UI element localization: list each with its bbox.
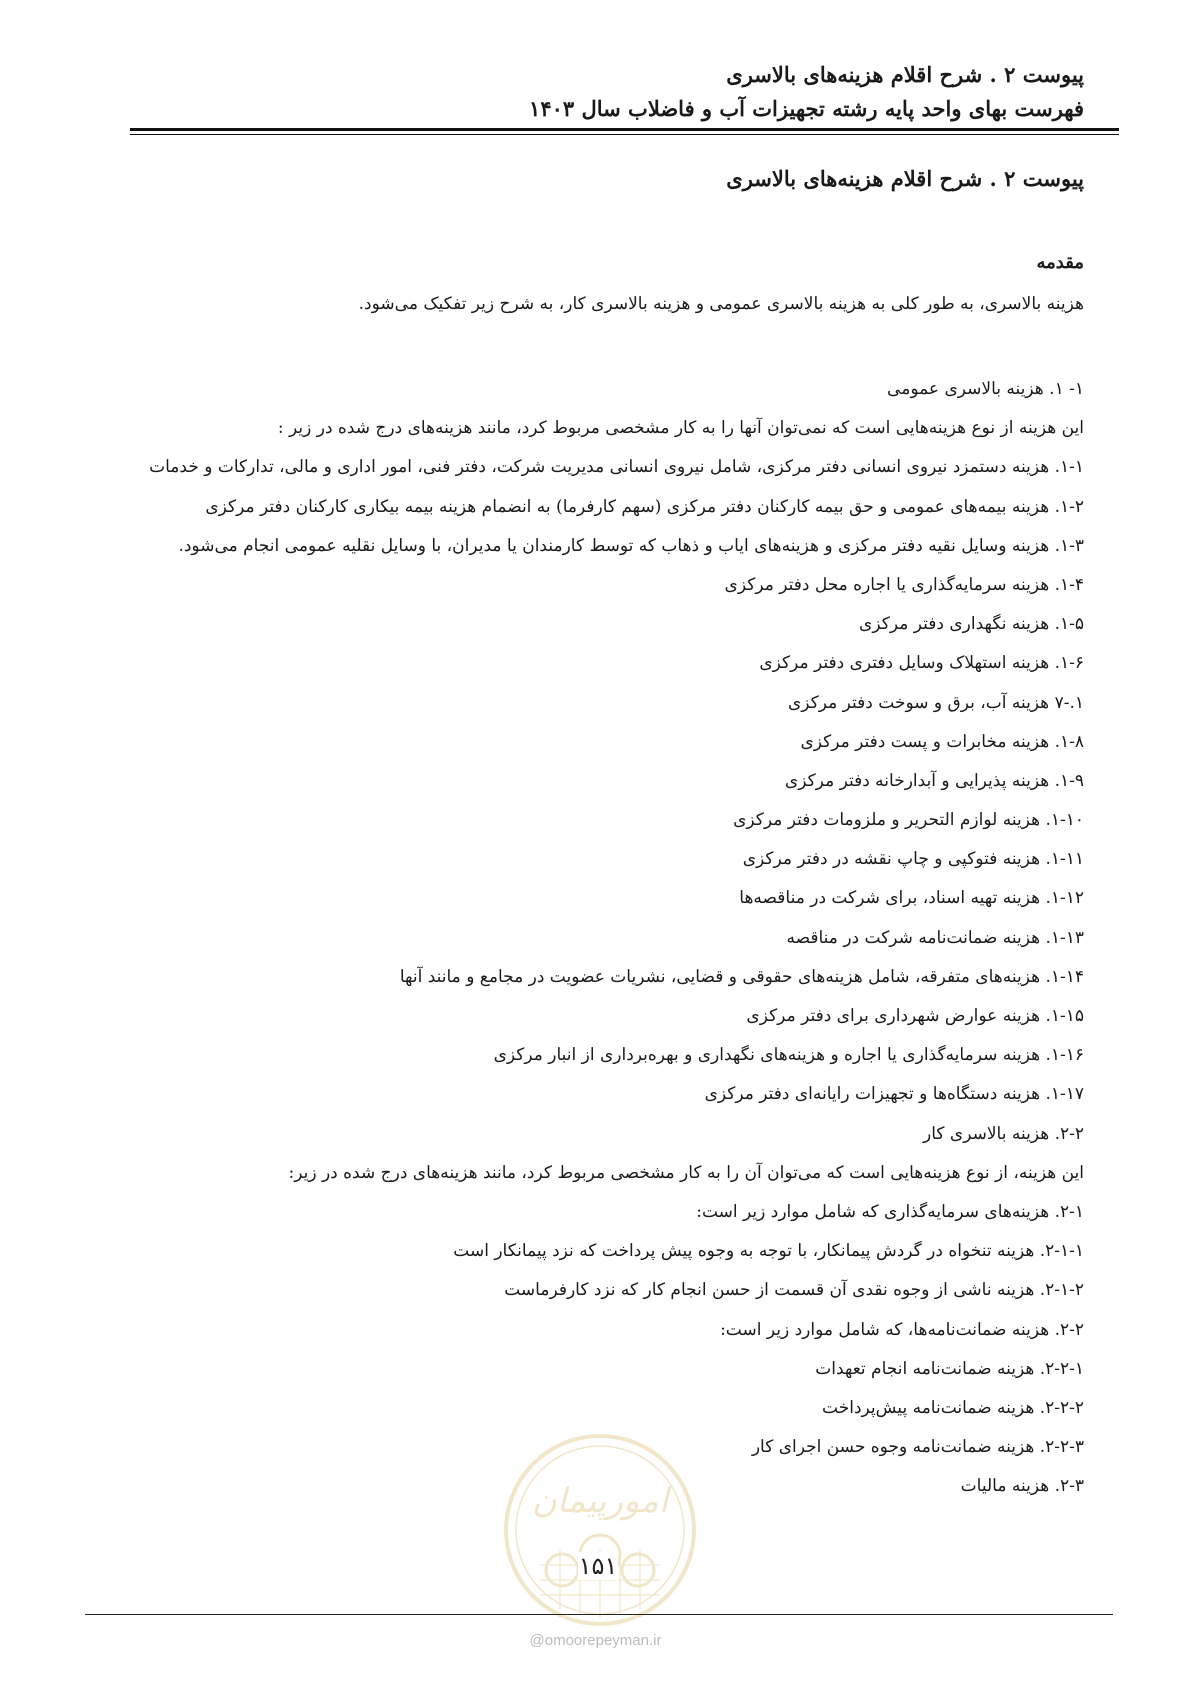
header-subtitle: فهرست بهای واحد پایه رشته تجهیزات آب و فاضلاب سال ۱۴۰۳ xyxy=(529,96,1084,121)
intro-heading: مقدمه xyxy=(1036,252,1084,273)
list-item: این هزینه، از نوع هزینه‌هایی است که می‌توان آن را به کار مشخصی مربوط کرد، مانند هزینه‌های درج شده در زیر: xyxy=(288,1162,1084,1183)
list-item: ۲-۳. هزینه مالیات xyxy=(960,1476,1084,1497)
list-item: ۱-۸. هزینه مخابرات و پست دفتر مرکزی xyxy=(800,731,1084,752)
list-item: ۱- ۱. هزینه بالاسری عمومی xyxy=(887,379,1084,399)
list-item: ۱-۱۷. هزینه دستگاه‌ها و تجهیزات رایانه‌ای دفتر مرکزی xyxy=(704,1084,1084,1105)
list-item: ۲-۲-۱. هزینه ضمانت‌نامه انجام تعهدات xyxy=(815,1358,1084,1379)
list-item: ۲-۱. هزینه‌های سرمایه‌گذاری که شامل موارد زیر است: xyxy=(696,1201,1084,1222)
section-title: پیوست ۲ . شرح اقلام هزینه‌های بالاسری xyxy=(726,166,1084,191)
list-item: ۱-۹. هزینه پذیرایی و آبدارخانه دفتر مرکزی xyxy=(784,770,1084,791)
list-item: این هزینه از نوع هزینه‌هایی است که نمی‌توان آنها را به کار مشخصی مربوط کرد، مانند هزینه‌های درج شده در زیر : xyxy=(277,418,1084,439)
page-header xyxy=(130,58,1084,126)
list-item: ۱-۱۰. هزینه لوازم التحریر و ملزومات دفتر مرکزی xyxy=(733,810,1084,831)
list-item: ۱-۳. هزینه وسایل نقیه دفتر مرکزی و هزینه‌های ایاب و ذهاب که توسط کارمندان یا مدیران، با وسایل نقلیه عمومی انجام می‌شود. xyxy=(178,535,1084,556)
header-title: پیوست ۲ . شرح اقلام هزینه‌های بالاسری xyxy=(726,62,1084,87)
list-item: ۱.-۷ هزینه آب، برق و سوخت دفتر مرکزی xyxy=(787,692,1084,713)
intro-text: هزینه بالاسری، به طور کلی به هزینه بالاسری عمومی و هزینه بالاسری کار، به شرح زیر تفکیک می‌شود. xyxy=(358,294,1084,314)
site-handle: @omoorepeyman.ir xyxy=(529,1632,662,1649)
list-item: ۱-۶. هزینه استهلاک وسایل دفتری دفتر مرکزی xyxy=(759,653,1084,674)
list-item: ۱-۱۱. هزینه فتوکپی و چاپ نقشه در دفتر مرکزی xyxy=(742,849,1084,870)
list-item: ۲-۲. هزینه بالاسری کار xyxy=(923,1123,1084,1144)
list-item: ۲-۲. هزینه ضمانت‌نامه‌ها، که شامل موارد زیر است: xyxy=(720,1319,1084,1340)
list-item: ۱-۱۶. هزینه سرمایه‌گذاری یا اجاره و هزینه‌های نگهداری و بهره‌برداری از انبار مرکزی xyxy=(493,1045,1084,1066)
list-item: ۲-۲-۲. هزینه ضمانت‌نامه پیش‌پرداخت xyxy=(822,1397,1084,1418)
watermark-text: امورپیمان xyxy=(531,1481,669,1521)
list-item: ۱-۴. هزینه سرمایه‌گذاری یا اجاره محل دفتر مرکزی xyxy=(724,574,1084,595)
header-rule-thick xyxy=(130,128,1119,131)
list-item: ۱-۱۳. هزینه ضمانت‌نامه شرکت در مناقصه xyxy=(786,927,1084,948)
list-item: ۱-۵. هزینه نگهداری دفتر مرکزی xyxy=(859,614,1084,635)
list-item: ۲-۱-۲. هزینه ناشی از وجوه نقدی آن قسمت از حسن انجام کار که نزد کارفرماست xyxy=(504,1280,1084,1301)
list-item: ۱-۲. هزینه بیمه‌های عمومی و حق بیمه کارکنان دفتر مرکزی (سهم کارفرما) به انضمام هزینه بیمه بیکاری کارکنان دفتر مرکزی xyxy=(205,496,1084,517)
list-item: ۱-۱. هزینه دستمزد نیروی انسانی دفتر مرکزی، شامل نیروی انسانی مدیریت شرکت، دفتر فنی، امور اداری و مالی، تدارکات و خدمات xyxy=(149,457,1084,478)
list-item: ۱-۱۴. هزینه‌های متفرقه، شامل هزینه‌های حقوقی و قضایی، نشریات عضویت در مجامع و مانند آنها xyxy=(399,966,1084,987)
watermark-seal-logo xyxy=(500,1430,700,1630)
list-item: ۱-۱۵. هزینه عوارض شهرداری برای دفتر مرکزی xyxy=(746,1006,1084,1026)
header-rule-thin xyxy=(130,134,1119,135)
list-item: ۲-۲-۳. هزینه ضمانت‌نامه وجوه حسن اجرای کار xyxy=(751,1437,1084,1458)
footer-rule xyxy=(85,1614,1113,1615)
list-item: ۲-۱-۱. هزینه تنخواه در گردش پیمانکار، با توجه به وجوه پیش پرداخت که نزد پیمانکار است xyxy=(453,1241,1084,1262)
page-number: ۱۵۱ xyxy=(578,1552,618,1580)
cost-items-list xyxy=(130,370,1084,1506)
list-item: ۱-۱۲. هزینه تهیه اسناد، برای شرکت در مناقصه‌ها xyxy=(739,888,1084,909)
